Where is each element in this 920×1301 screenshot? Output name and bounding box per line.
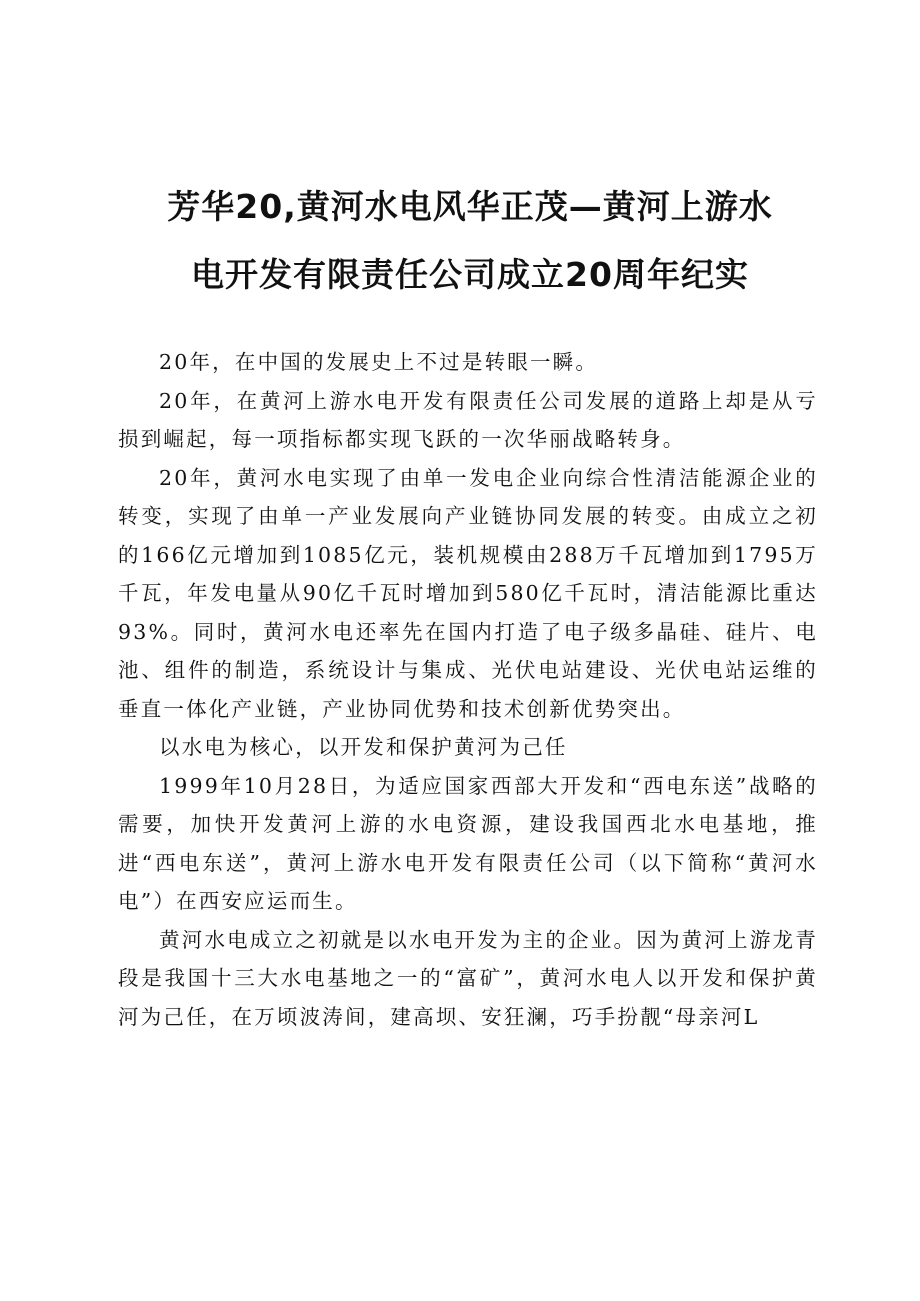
document-title-line-2: 电开发有限责任公司成立20周年纪实 [191, 255, 749, 294]
paragraph: 20年，在黄河上游水电开发有限责任公司发展的道路上却是从亏损到崛起，每一项指标都实现飞跃的一次华丽战略转身。 [118, 388, 818, 451]
document-body [118, 343, 818, 1036]
document-title-line-1: 芳华20,黄河水电风华正茂—黄河上游水 [167, 187, 773, 226]
paragraph: 黄河水电成立之初就是以水电开发为主的企业。因为黄河上游龙青段是我国十三大水电基地之一的“富矿”，黄河水电人以开发和保护黄河为己任，在万顷波涛间，建高坝、安狂澜，巧手扮靓“母亲河L [118, 927, 818, 1029]
paragraph: 1999年10月28日，为适应国家西部大开发和“西电东送”战略的需要，加快开发黄河上游的水电资源，建设我国西北水电基地，推进“西电东送”，黄河上游水电开发有限责任公司（以下简称“黄河水电”）在西安应运而生。 [118, 773, 818, 913]
paragraph: 20年，在中国的发展史上不过是转眼一瞬。 [159, 350, 599, 374]
paragraph: 20年，黄河水电实现了由单一发电企业向综合性清洁能源企业的转变，实现了由单一产业发展向产业链协同发展的转变。由成立之初的166亿元增加到1085亿元，装机规模由288万千瓦增加到1795万千瓦，年发电量从90亿千瓦时增加到580亿千瓦时，清洁能源比重达93%。同时，黄河水电还率先在国内打造了电子级多晶硅、硅片、电池、组件的制造，系统设计与集成、光伏电站建设、光伏电站运维的垂直一体化产业链，产业协同优势和技术创新优势突出。 [118, 465, 818, 721]
section-heading: 以水电为核心，以开发和保护黄河为己任 [159, 735, 568, 759]
